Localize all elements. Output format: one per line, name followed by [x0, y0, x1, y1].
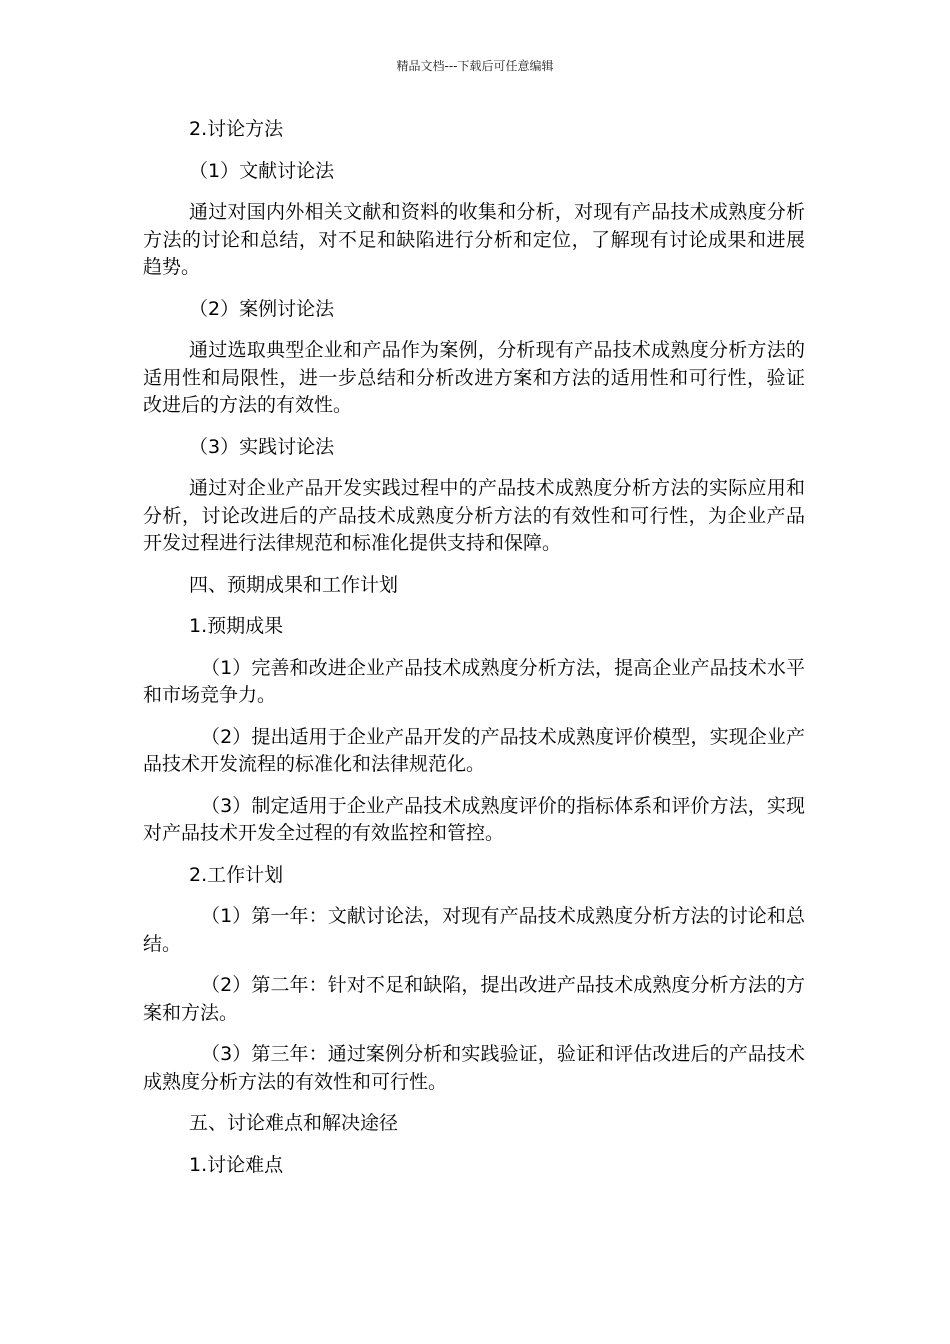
list-item-result-3: （3）制定适用于企业产品技术成熟度评价的指标体系和评价方法，实现对产品技术开发全过程的有效监控和管控。: [143, 794, 805, 844]
page-header: 精品文档---下载后可任意编辑: [396, 59, 554, 73]
list-item-result-2: （2）提出适用于企业产品开发的产品技术成熟度评价模型，实现企业产品技术开发流程的标准化和法律规范化。: [143, 725, 805, 775]
subheading-literature-method: （1）文献讨论法: [189, 159, 335, 182]
paragraph-case-method: 通过选取典型企业和产品作为案例，分析现有产品技术成熟度分析方法的适用性和局限性，进一步总结和分析改进方案和方法的适用性和可行性，验证改进后的方法的有效性。: [143, 339, 805, 416]
section-heading-expected-results-plan: 四、预期成果和工作计划: [189, 573, 399, 596]
list-item-plan-year-2: （2）第二年：针对不足和缺陷，提出改进产品技术成熟度分析方法的方案和方法。: [143, 974, 805, 1024]
list-item-result-1: （1）完善和改进企业产品技术成熟度分析方法，提高企业产品技术水平和市场竞争力。: [143, 656, 805, 706]
list-item-plan-year-3: （3）第三年：通过案例分析和实践验证，验证和评估改进后的产品技术成熟度分析方法的有效性和可行性。: [143, 1043, 805, 1093]
paragraph-practice-method: 通过对企业产品开发实践过程中的产品技术成熟度分析方法的实际应用和分析，讨论改进后的产品技术成熟度分析方法的有效性和可行性，为企业产品开发过程进行法律规范和标准化提供支持和保障。: [143, 477, 805, 554]
subheading-case-method: （2）案例讨论法: [189, 297, 335, 320]
subheading-expected-results: 1.预期成果: [189, 615, 284, 637]
document-body: [143, 116, 805, 1179]
subheading-work-plan: 2.工作计划: [189, 863, 284, 886]
section-heading-methods: 2.讨论方法: [189, 118, 284, 140]
paragraph-literature-method: 通过对国内外相关文献和资料的收集和分析，对现有产品技术成熟度分析方法的讨论和总结，对不足和缺陷进行分析和定位，了解现有讨论成果和进展趋势。: [143, 201, 805, 278]
subheading-difficulties: 1.讨论难点: [189, 1153, 284, 1176]
subheading-practice-method: （3）实践讨论法: [189, 435, 335, 458]
list-item-plan-year-1: （1）第一年：文献讨论法，对现有产品技术成熟度分析方法的讨论和总结。: [143, 905, 805, 955]
section-heading-difficulties: 五、讨论难点和解决途径: [189, 1112, 399, 1134]
